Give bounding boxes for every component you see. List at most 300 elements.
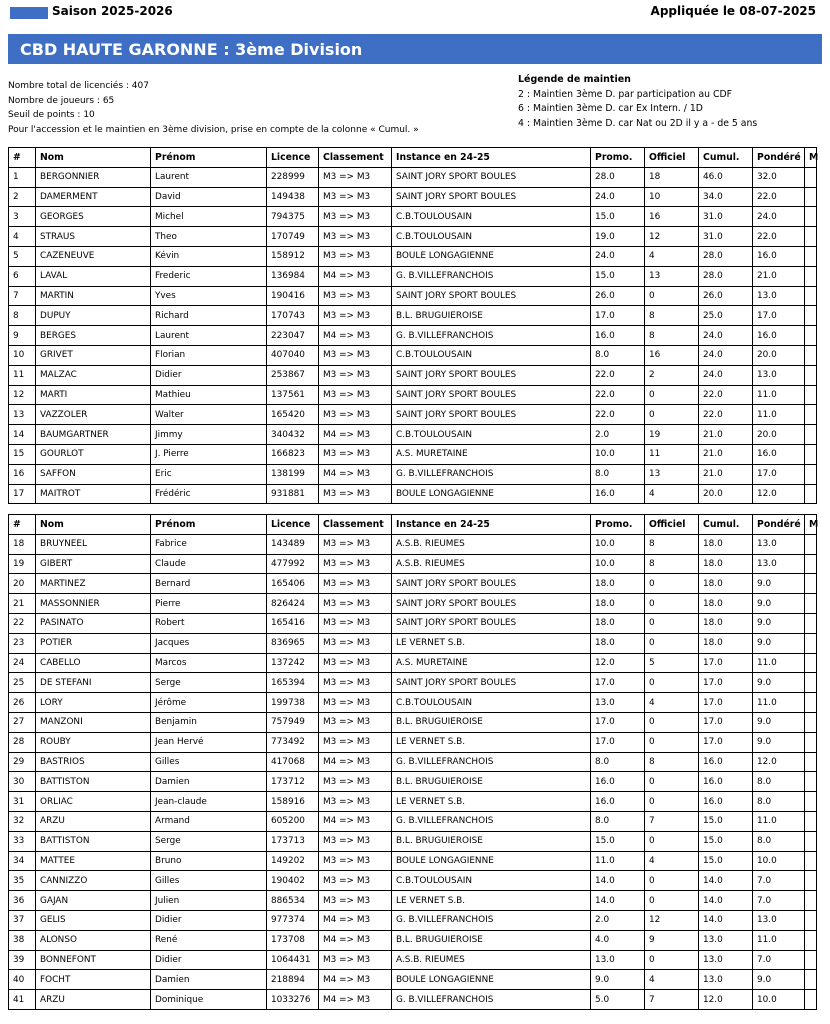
cell-pondere: 12.0 [753,752,805,772]
cell-prenom: Laurent [151,167,267,187]
table-header-row [9,515,817,535]
table-body [9,167,817,504]
table-row [9,594,817,614]
cell-nom: ARZU [36,990,151,1010]
cell-instance: BOULE LONGAGIENNE [392,484,591,504]
cell-cumul: 21.0 [699,444,753,464]
cell-promo: 14.0 [591,871,645,891]
cell-licence: 143489 [267,534,319,554]
cell-cumul: 15.0 [699,851,753,871]
cell-rank: 10 [9,345,36,365]
cell-rank: 12 [9,385,36,405]
cell-licence: 407040 [267,345,319,365]
cell-licence: 190416 [267,286,319,306]
cell-rank: 40 [9,970,36,990]
cell-classement: M3 => M3 [319,385,392,405]
cell-officiel: 4 [645,693,699,713]
cell-prenom: Gilles [151,752,267,772]
cell-rank: 18 [9,534,36,554]
cell-m [805,712,817,732]
cell-prenom: Florian [151,345,267,365]
cell-rank: 27 [9,712,36,732]
cell-m [805,910,817,930]
cell-licence: 931881 [267,484,319,504]
cell-nom: MASSONNIER [36,594,151,614]
cell-prenom: Frederic [151,266,267,286]
cell-cumul: 18.0 [699,574,753,594]
table-row [9,792,817,812]
table-row [9,930,817,950]
cell-nom: MARTINEZ [36,574,151,594]
cell-m [805,444,817,464]
cell-licence: 149202 [267,851,319,871]
cell-rank: 28 [9,732,36,752]
cell-m [805,306,817,326]
cell-nom: DAMERMENT [36,187,151,207]
cell-nom: GIBERT [36,554,151,574]
cell-classement: M3 => M3 [319,950,392,970]
cell-cumul: 14.0 [699,910,753,930]
cell-officiel: 12 [645,910,699,930]
cell-prenom: Damien [151,970,267,990]
cell-licence: 165416 [267,613,319,633]
cell-m [805,970,817,990]
info-block [8,79,419,137]
cell-licence: 1033276 [267,990,319,1010]
cell-m [805,930,817,950]
cell-classement: M3 => M3 [319,871,392,891]
column-header-cumul: Cumul. [699,515,753,535]
cell-rank: 38 [9,930,36,950]
title-banner [8,34,822,64]
cell-classement: M3 => M3 [319,207,392,227]
cell-instance: SAINT JORY SPORT BOULES [392,167,591,187]
cell-licence: 137561 [267,385,319,405]
cell-officiel: 0 [645,792,699,812]
cell-officiel: 5 [645,653,699,673]
cell-promo: 10.0 [591,554,645,574]
cell-licence: 340432 [267,425,319,445]
cell-licence: 836965 [267,633,319,653]
cell-rank: 13 [9,405,36,425]
cell-prenom: Dominique [151,990,267,1010]
info-rule-note: Pour l'accession et le maintien en 3ème division, prise en compte de la colonne « Cumul. » [8,124,419,135]
ranking-table-1 [8,147,817,504]
cell-officiel: 19 [645,425,699,445]
cell-prenom: Gilles [151,871,267,891]
ranking-table-2 [8,514,817,1010]
column-header-officiel: Officiel [645,148,699,168]
cell-pondere: 10.0 [753,851,805,871]
table-row [9,266,817,286]
cell-classement: M4 => M3 [319,752,392,772]
cell-classement: M4 => M3 [319,811,392,831]
cell-instance: SAINT JORY SPORT BOULES [392,613,591,633]
cell-pondere: 11.0 [753,653,805,673]
cell-promo: 11.0 [591,851,645,871]
cell-classement: M3 => M3 [319,732,392,752]
cell-classement: M3 => M3 [319,772,392,792]
cell-nom: GELIS [36,910,151,930]
cell-promo: 10.0 [591,444,645,464]
cell-licence: 173713 [267,831,319,851]
cell-nom: GAJAN [36,891,151,911]
cell-classement: M3 => M3 [319,633,392,653]
cell-promo: 9.0 [591,970,645,990]
cell-officiel: 11 [645,444,699,464]
cell-instance: SAINT JORY SPORT BOULES [392,673,591,693]
table-row [9,444,817,464]
cell-prenom: Serge [151,831,267,851]
applied-date: Appliquée le 08-07-2025 [650,4,816,18]
cell-instance: A.S.B. RIEUMES [392,950,591,970]
cell-promo: 15.0 [591,207,645,227]
cell-prenom: Walter [151,405,267,425]
cell-m [805,574,817,594]
cell-licence: 138199 [267,464,319,484]
cell-instance: A.S.B. RIEUMES [392,534,591,554]
cell-classement: M4 => M3 [319,970,392,990]
cell-instance: LE VERNET S.B. [392,891,591,911]
cell-cumul: 22.0 [699,385,753,405]
table-body [9,534,817,1009]
cell-rank: 4 [9,227,36,247]
cell-rank: 39 [9,950,36,970]
cell-officiel: 0 [645,633,699,653]
cell-rank: 31 [9,792,36,812]
cell-pondere: 8.0 [753,772,805,792]
cell-promo: 2.0 [591,910,645,930]
cell-officiel: 2 [645,365,699,385]
table-row [9,365,817,385]
cell-classement: M3 => M3 [319,365,392,385]
cell-classement: M3 => M3 [319,444,392,464]
cell-prenom: Jean-claude [151,792,267,812]
cell-cumul: 18.0 [699,613,753,633]
cell-cumul: 17.0 [699,693,753,713]
cell-cumul: 13.0 [699,970,753,990]
cell-cumul: 24.0 [699,345,753,365]
cell-m [805,554,817,574]
cell-cumul: 17.0 [699,712,753,732]
cell-officiel: 0 [645,950,699,970]
table-header-row [9,148,817,168]
cell-pondere: 10.0 [753,990,805,1010]
cell-cumul: 34.0 [699,187,753,207]
cell-promo: 13.0 [591,693,645,713]
cell-rank: 17 [9,484,36,504]
cell-nom: MARTIN [36,286,151,306]
cell-officiel: 9 [645,930,699,950]
cell-classement: M4 => M3 [319,425,392,445]
cell-pondere: 7.0 [753,950,805,970]
column-header-instance: Instance en 24-25 [392,148,591,168]
cell-instance: LE VERNET S.B. [392,732,591,752]
cell-rank: 8 [9,306,36,326]
cell-pondere: 22.0 [753,187,805,207]
cell-nom: CANNIZZO [36,871,151,891]
cell-pondere: 16.0 [753,326,805,346]
cell-promo: 16.0 [591,326,645,346]
table-row [9,970,817,990]
cell-instance: G. B.VILLEFRANCHOIS [392,266,591,286]
cell-classement: M3 => M3 [319,792,392,812]
cell-instance: C.B.TOULOUSAIN [392,345,591,365]
cell-m [805,673,817,693]
column-header-nom: Nom [36,515,151,535]
column-header-instance: Instance en 24-25 [392,515,591,535]
cell-nom: MALZAC [36,365,151,385]
cell-m [805,950,817,970]
cell-licence: 218894 [267,970,319,990]
cell-officiel: 18 [645,167,699,187]
cell-rank: 5 [9,246,36,266]
cell-m [805,653,817,673]
table-row [9,405,817,425]
cell-promo: 12.0 [591,653,645,673]
cell-promo: 17.0 [591,306,645,326]
cell-officiel: 0 [645,891,699,911]
cell-licence: 605200 [267,811,319,831]
cell-promo: 8.0 [591,345,645,365]
cell-prenom: Pierre [151,594,267,614]
cell-pondere: 11.0 [753,693,805,713]
cell-instance: A.S. MURETAINE [392,444,591,464]
table-row [9,772,817,792]
cell-officiel: 0 [645,574,699,594]
cell-instance: C.B.TOULOUSAIN [392,207,591,227]
cell-cumul: 31.0 [699,227,753,247]
cell-prenom: René [151,930,267,950]
cell-officiel: 8 [645,534,699,554]
cell-m [805,365,817,385]
cell-cumul: 17.0 [699,653,753,673]
cell-officiel: 0 [645,613,699,633]
column-header-officiel: Officiel [645,515,699,535]
legend-item: 6 : Maintien 3ème D. car Ex Intern. / 1D [518,103,703,114]
cell-rank: 25 [9,673,36,693]
cell-prenom: Richard [151,306,267,326]
cell-nom: MANZONI [36,712,151,732]
cell-rank: 26 [9,693,36,713]
cell-instance: G. B.VILLEFRANCHOIS [392,752,591,772]
cell-rank: 30 [9,772,36,792]
cell-promo: 16.0 [591,484,645,504]
cell-rank: 35 [9,871,36,891]
cell-pondere: 9.0 [753,732,805,752]
cell-officiel: 0 [645,772,699,792]
cell-pondere: 11.0 [753,811,805,831]
cell-cumul: 13.0 [699,930,753,950]
cell-nom: DE STEFANI [36,673,151,693]
cell-m [805,613,817,633]
cell-rank: 41 [9,990,36,1010]
cell-nom: ARZU [36,811,151,831]
cell-pondere: 9.0 [753,673,805,693]
cell-prenom: Marcos [151,653,267,673]
cell-promo: 16.0 [591,792,645,812]
cell-m [805,594,817,614]
cell-rank: 9 [9,326,36,346]
table-row [9,891,817,911]
table-row [9,871,817,891]
table-row [9,534,817,554]
cell-promo: 26.0 [591,286,645,306]
cell-promo: 22.0 [591,365,645,385]
cell-rank: 14 [9,425,36,445]
table-row [9,633,817,653]
cell-classement: M3 => M3 [319,712,392,732]
cell-nom: DUPUY [36,306,151,326]
cell-promo: 8.0 [591,464,645,484]
info-player-count: Nombre de joueurs : 65 [8,95,115,106]
season-color-swatch [10,7,48,19]
cell-promo: 15.0 [591,831,645,851]
cell-instance: A.S. MURETAINE [392,653,591,673]
cell-licence: 137242 [267,653,319,673]
cell-prenom: Benjamin [151,712,267,732]
cell-officiel: 4 [645,484,699,504]
cell-promo: 14.0 [591,891,645,911]
cell-nom: FOCHT [36,970,151,990]
cell-nom: BASTRIOS [36,752,151,772]
cell-classement: M3 => M3 [319,693,392,713]
cell-m [805,385,817,405]
cell-instance: SAINT JORY SPORT BOULES [392,385,591,405]
cell-officiel: 0 [645,405,699,425]
cell-instance: B.L. BRUGUIEROISE [392,772,591,792]
cell-nom: BONNEFONT [36,950,151,970]
cell-m [805,464,817,484]
cell-pondere: 12.0 [753,484,805,504]
cell-licence: 886534 [267,891,319,911]
cell-licence: 199738 [267,693,319,713]
cell-cumul: 17.0 [699,732,753,752]
cell-classement: M3 => M3 [319,534,392,554]
cell-rank: 34 [9,851,36,871]
cell-m [805,484,817,504]
cell-nom: CABELLO [36,653,151,673]
cell-prenom: Armand [151,811,267,831]
cell-cumul: 18.0 [699,554,753,574]
cell-prenom: Didier [151,950,267,970]
cell-nom: ALONSO [36,930,151,950]
cell-promo: 8.0 [591,811,645,831]
cell-pondere: 11.0 [753,930,805,950]
cell-m [805,405,817,425]
cell-classement: M3 => M3 [319,554,392,574]
cell-nom: BATTISTON [36,772,151,792]
cell-rank: 22 [9,613,36,633]
cell-prenom: Yves [151,286,267,306]
table-row [9,752,817,772]
cell-instance: B.L. BRUGUIEROISE [392,712,591,732]
legend-title: Légende de maintien [518,74,631,85]
cell-officiel: 4 [645,246,699,266]
cell-promo: 16.0 [591,772,645,792]
cell-licence: 417068 [267,752,319,772]
cell-rank: 20 [9,574,36,594]
cell-rank: 37 [9,910,36,930]
legend-item: 2 : Maintien 3ème D. par participation au CDF [518,88,733,100]
cell-rank: 33 [9,831,36,851]
cell-licence: 173712 [267,772,319,792]
cell-cumul: 16.0 [699,772,753,792]
cell-classement: M3 => M3 [319,484,392,504]
cell-classement: M4 => M3 [319,930,392,950]
table-row [9,425,817,445]
cell-prenom: Jacques [151,633,267,653]
cell-pondere: 16.0 [753,444,805,464]
cell-classement: M3 => M3 [319,574,392,594]
column-header-licence: Licence [267,148,319,168]
cell-classement: M3 => M3 [319,613,392,633]
cell-nom: STRAUS [36,227,151,247]
cell-cumul: 28.0 [699,266,753,286]
cell-promo: 17.0 [591,673,645,693]
cell-licence: 977374 [267,910,319,930]
cell-prenom: Kévin [151,246,267,266]
cell-classement: M4 => M3 [319,990,392,1010]
cell-promo: 28.0 [591,167,645,187]
column-header-m: M [805,515,817,535]
cell-promo: 18.0 [591,613,645,633]
legend-block [518,73,757,131]
cell-rank: 36 [9,891,36,911]
cell-instance: B.L. BRUGUIEROISE [392,831,591,851]
table-row [9,910,817,930]
cell-instance: B.L. BRUGUIEROISE [392,930,591,950]
cell-pondere: 20.0 [753,425,805,445]
cell-m [805,187,817,207]
info-points-threshold: Seuil de points : 10 [8,110,95,120]
cell-prenom: Jean Hervé [151,732,267,752]
cell-promo: 4.0 [591,930,645,950]
cell-officiel: 0 [645,732,699,752]
cell-pondere: 9.0 [753,594,805,614]
cell-rank: 29 [9,752,36,772]
column-header-licence: Licence [267,515,319,535]
cell-classement: M4 => M3 [319,326,392,346]
cell-nom: PASINATO [36,613,151,633]
cell-pondere: 11.0 [753,405,805,425]
cell-m [805,732,817,752]
cell-instance: LE VERNET S.B. [392,633,591,653]
cell-instance: C.B.TOULOUSAIN [392,227,591,247]
cell-officiel: 16 [645,207,699,227]
cell-classement: M3 => M3 [319,345,392,365]
cell-m [805,752,817,772]
cell-cumul: 16.0 [699,792,753,812]
cell-nom: LORY [36,693,151,713]
cell-licence: 253867 [267,365,319,385]
cell-officiel: 13 [645,266,699,286]
cell-m [805,266,817,286]
cell-rank: 21 [9,594,36,614]
cell-promo: 24.0 [591,187,645,207]
cell-cumul: 24.0 [699,326,753,346]
cell-nom: CAZENEUVE [36,246,151,266]
cell-pondere: 32.0 [753,167,805,187]
cell-pondere: 13.0 [753,910,805,930]
cell-promo: 22.0 [591,385,645,405]
cell-pondere: 8.0 [753,792,805,812]
table-row [9,286,817,306]
cell-officiel: 8 [645,554,699,574]
cell-officiel: 8 [645,306,699,326]
cell-instance: BOULE LONGAGIENNE [392,970,591,990]
cell-officiel: 0 [645,831,699,851]
